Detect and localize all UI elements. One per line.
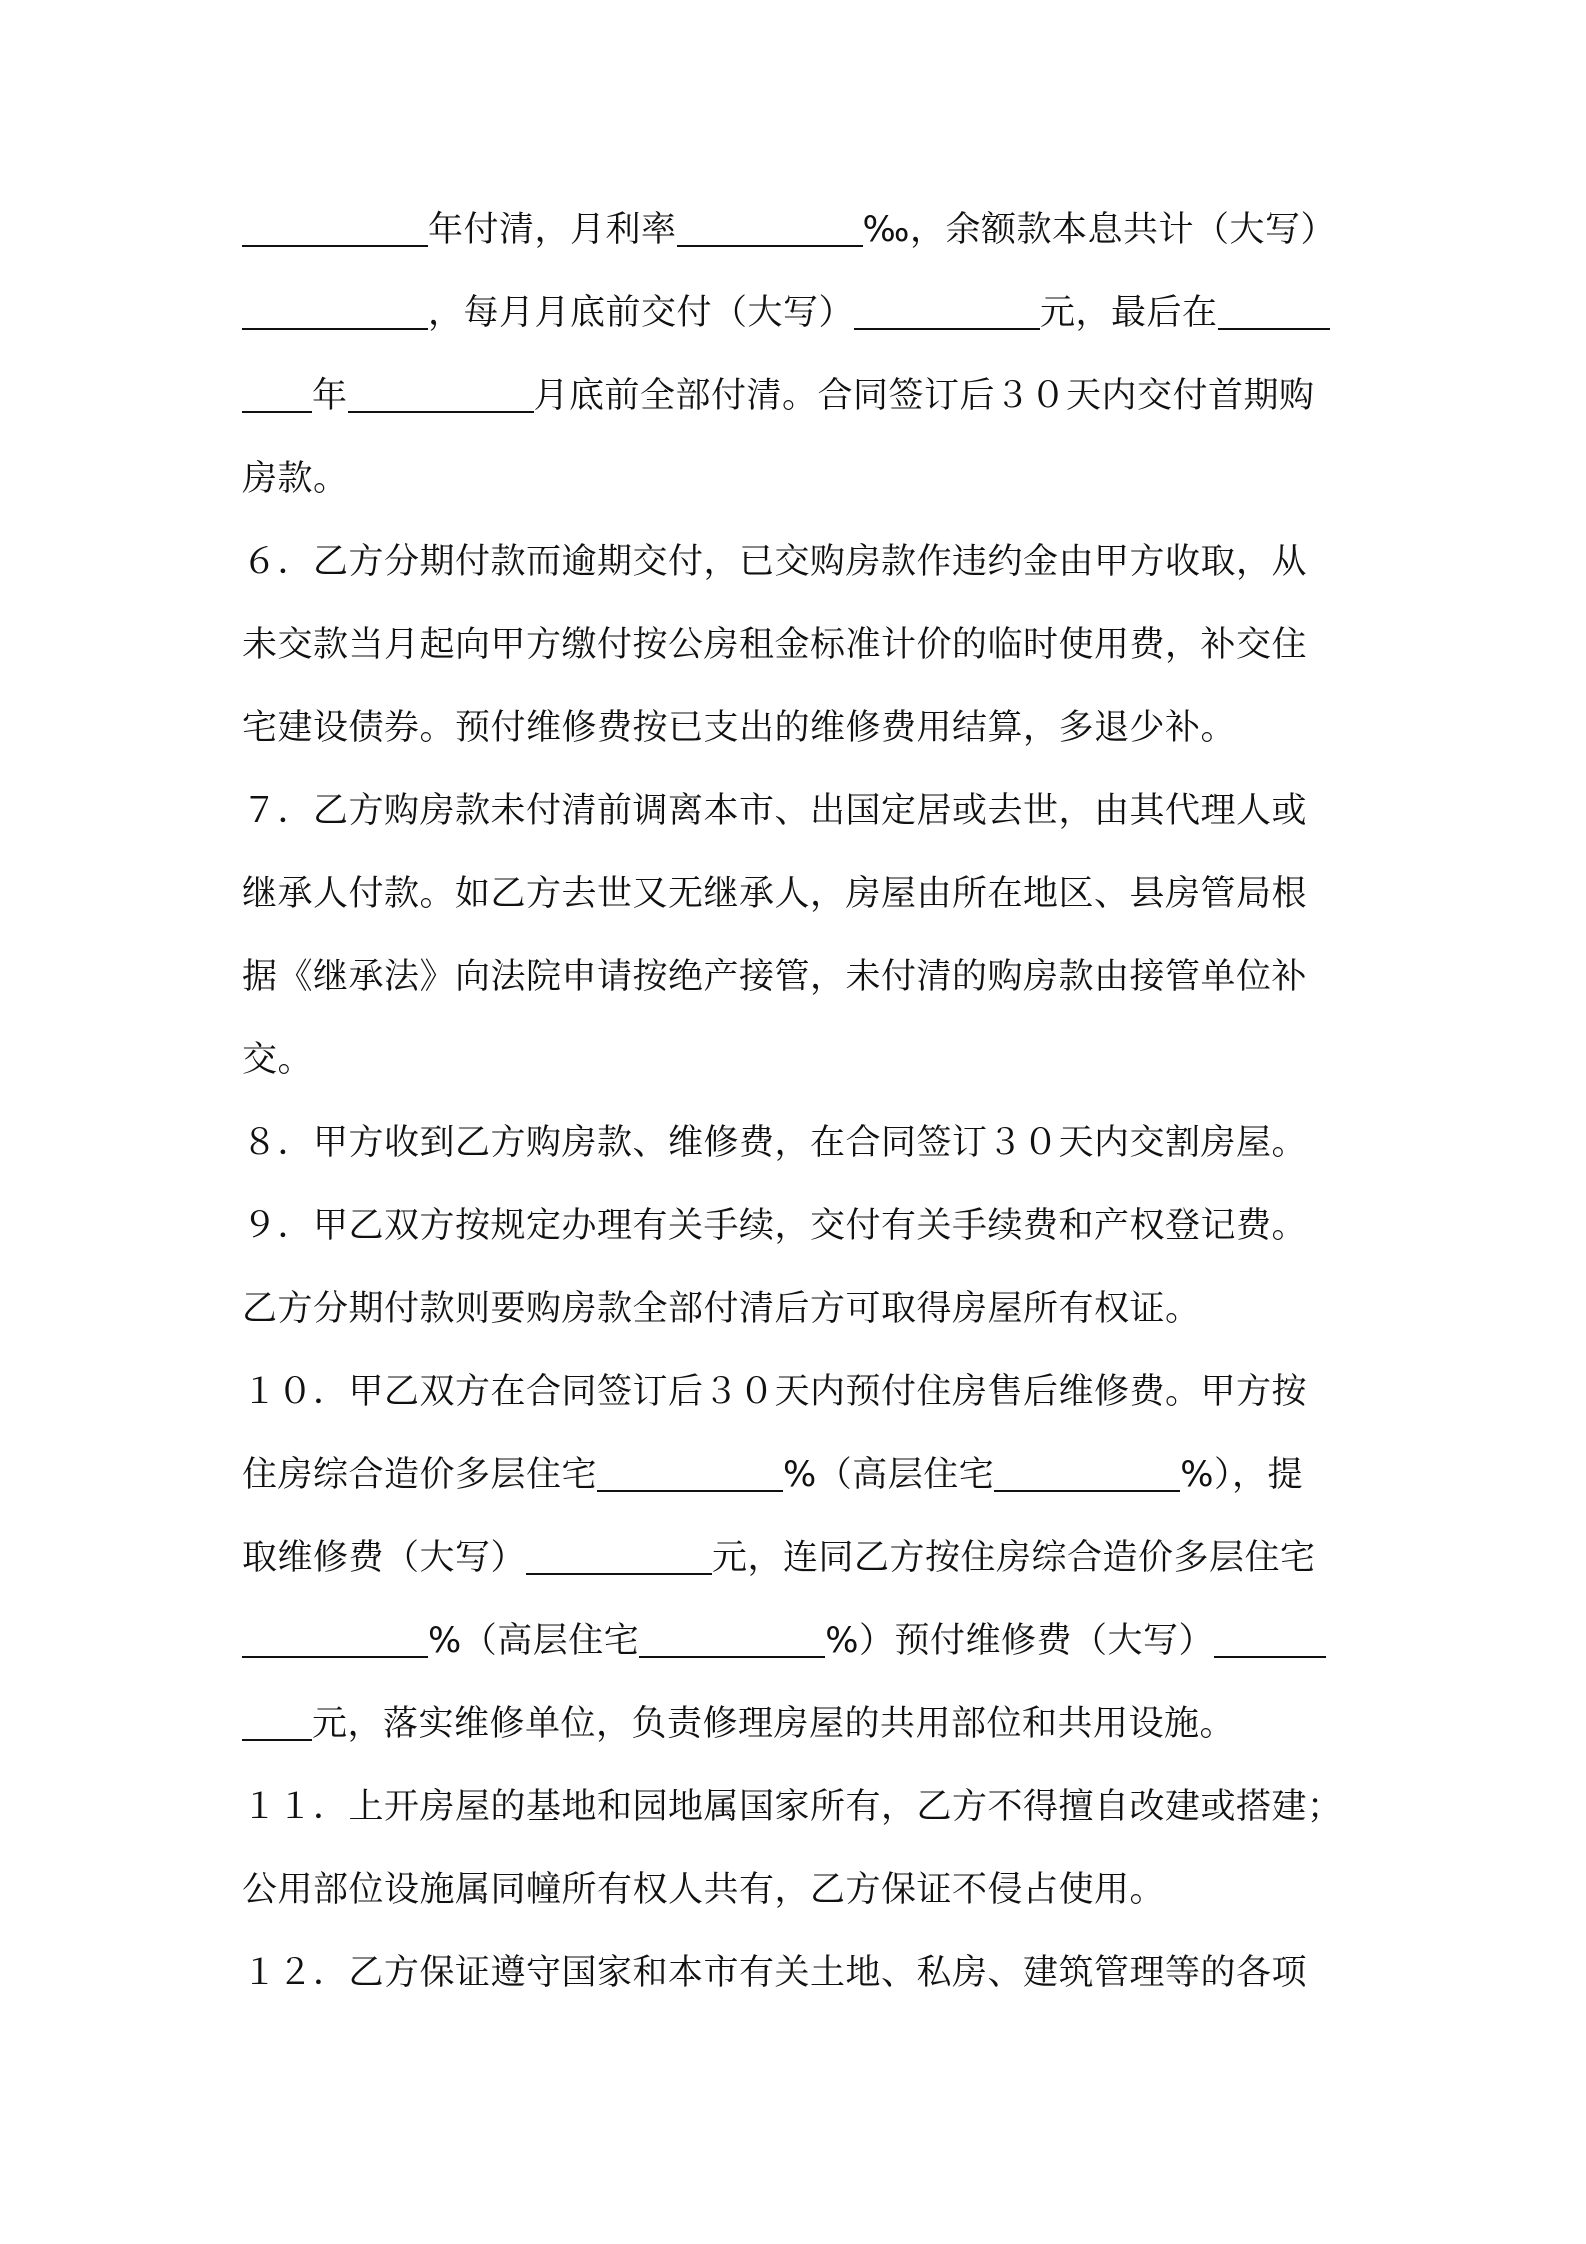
clause-10-line-3 [242,1528,1362,1588]
clause-10-line-4 [242,1611,1362,1671]
fill-blank [597,1456,783,1492]
clause-6-line-2 [242,615,1362,675]
fill-blank [1218,294,1330,330]
text-segment: %（高层住宅 [428,1621,640,1661]
clause-11-line-2 [242,1860,1362,1920]
text-line-3 [242,366,1362,426]
text-segment: 年 [312,376,348,416]
fill-blank [242,211,428,247]
clause-10-line-2 [242,1445,1362,1505]
text-segment: 住房综合造价多层住宅 [242,1455,598,1495]
clause-7-line-3 [242,947,1362,1007]
clause-9-line-1 [242,1196,1362,1256]
text-segment: 元，落实维修单位，负责修理房屋的共用部位和共用设施。 [312,1704,1236,1744]
clause-11-line-1 [242,1777,1362,1837]
text-segment: 年付清，月利率 [428,210,677,250]
fill-blank [854,294,1040,330]
text-segment: ９．甲乙双方按规定办理有关手续，交付有关手续费和产权登记费。 [242,1206,1308,1246]
text-segment: １１．上开房屋的基地和园地属国家所有，乙方不得擅自改建或搭建； [242,1787,1343,1827]
text-segment: 取维修费（大写） [242,1538,527,1578]
clause-7-line-4 [242,1030,1362,1090]
text-segment: 房款。 [242,459,349,499]
text-segment: 交。 [242,1040,314,1080]
fill-blank [242,1705,312,1741]
text-segment: 据《继承法》向法院申请按绝产接管，未付清的购房款由接管单位补 [242,957,1308,997]
fill-blank [242,1622,428,1658]
clause-6-line-3 [242,698,1362,758]
fill-blank [677,211,863,247]
fill-blank [1214,1622,1326,1658]
text-segment: 元，最后在 [1040,293,1218,333]
text-segment: ‰，余额款本息共计（大写） [862,210,1336,250]
clause-10-line-1 [242,1362,1362,1422]
text-segment: ，每月月底前交付（大写） [428,293,855,333]
fill-blank [242,377,312,413]
text-segment: ８．甲方收到乙方购房款、维修费，在合同签订３０天内交割房屋。 [242,1123,1308,1163]
text-segment: 未交款当月起向甲方缴付按公房租金标准计价的临时使用费，补交住 [242,625,1308,665]
text-segment: 宅建设债券。预付维修费按已支出的维修费用结算，多退少补。 [242,708,1237,748]
text-segment: 月底前全部付清。合同签订后３０天内交付首期购 [533,376,1315,416]
clause-9-line-2 [242,1279,1362,1339]
text-segment: 乙方分期付款则要购房款全部付清后方可取得房屋所有权证。 [242,1289,1201,1329]
text-segment: １２．乙方保证遵守国家和本市有关土地、私房、建筑管理等的各项 [242,1953,1308,1993]
clause-12-line-1 [242,1943,1362,2003]
clause-7-line-2 [242,864,1362,924]
fill-blank [242,294,428,330]
clause-7-line-1 [242,781,1362,841]
fill-blank [994,1456,1180,1492]
clause-10-line-5 [242,1694,1362,1754]
clause-6-line-1 [242,532,1362,592]
text-segment: 公用部位设施属同幢所有权人共有，乙方保证不侵占使用。 [242,1870,1166,1910]
text-segment: ６．乙方分期付款而逾期交付，已交购房款作违约金由甲方收取，从 [242,542,1308,582]
text-line-4 [242,449,1362,509]
text-segment: 元，连同乙方按住房综合造价多层住宅 [712,1538,1316,1578]
clause-8-line-1 [242,1113,1362,1173]
text-line-1 [242,200,1362,260]
text-segment: %），提 [1180,1455,1304,1495]
text-segment: %（高层住宅 [783,1455,995,1495]
text-segment: %）预付维修费（大写） [825,1621,1215,1661]
fill-blank [348,377,534,413]
text-segment: ７．乙方购房款未付清前调离本市、出国定居或去世，由其代理人或 [242,791,1308,831]
text-segment: １０．甲乙双方在合同签订后３０天内预付住房售后维修费。甲方按 [242,1372,1308,1412]
text-segment: 继承人付款。如乙方去世又无继承人，房屋由所在地区、县房管局根 [242,874,1308,914]
text-line-2 [242,283,1362,343]
fill-blank [526,1539,712,1575]
fill-blank [639,1622,825,1658]
